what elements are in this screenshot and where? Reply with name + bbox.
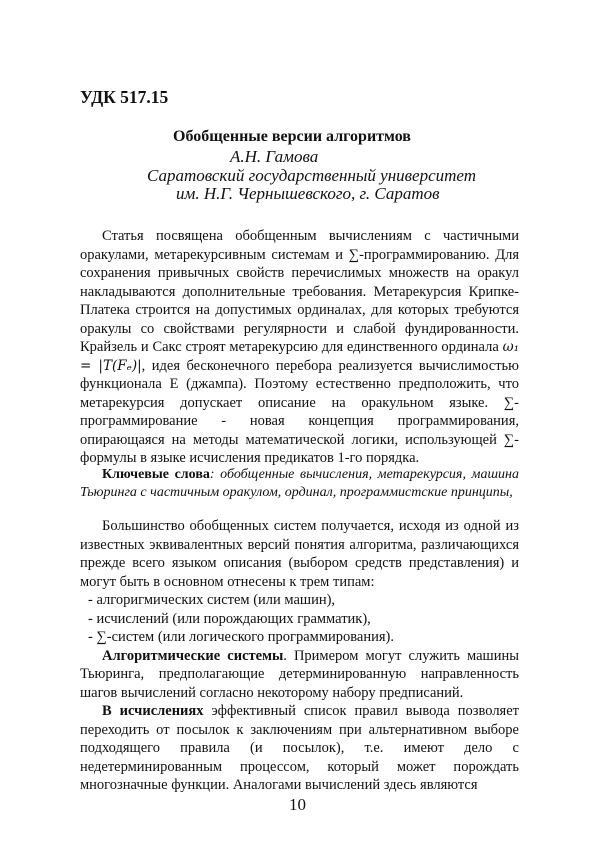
paragraph-3-label: В исчислениях <box>102 703 204 719</box>
affiliation-line-1: Саратовский государственный университет <box>147 166 476 186</box>
abstract <box>80 227 519 468</box>
algorithm-types-list <box>80 591 519 647</box>
paragraph-2-text: . Примером могут служить машины Тьюринга, предполагающие детерминированную направленность шагов вычислений согласно некоторому набору предписаний. <box>80 648 519 701</box>
body-paragraph-2 <box>80 647 519 703</box>
document-page <box>0 0 600 852</box>
author-name: А.Н. Гамова <box>230 147 318 167</box>
keywords-paragraph <box>80 466 519 502</box>
keywords-text: : обобщенные вычисления, метарекурсия, машина Тьюринга с частичным оракулом, ординал, программистские принципы, <box>80 467 519 500</box>
list-item: - ∑-систем (или логического программирования). <box>80 628 519 647</box>
paragraph-3-text: эффективный список правил вывода позволяет переходить от посылок к заключениям при альтернативном выборе подходящего правила (и посылок), т.е. имеют дело с недетерминированным процессом, который может порождать многозначные функции. Аналогами вычислений здесь являются <box>80 703 519 793</box>
list-item: - алгоригмических систем (или машин), <box>80 591 519 610</box>
udk-code: УДК 517.15 <box>80 87 168 108</box>
paragraph-2-label: Алгоритмические системы <box>102 648 283 664</box>
ordinal-formula: ω₁ = |T(Fₑ)| <box>80 339 519 374</box>
page-number: 10 <box>289 795 306 815</box>
abstract-part-1: Статья посвящена обобщенным вычислениям с частичными оракулами, метарекурсивным системам и ∑-программированию. Для сохранения привычных свойств перечислимых множеств на оракул накладываются дополнительные требования. Метарекурсия Крипке-Платека строится на допустимых ординалах, для которых требуются оракулы со свойствами регулярности и слабой фундированности. Крайзель и Сакс строят метарекурсию для единственного ординала <box>80 228 519 355</box>
keywords-label: Ключевые слова <box>102 467 210 482</box>
body-paragraph-3 <box>80 702 519 795</box>
body-paragraph-1: Большинство обобщенных систем получается, исходя из одной из известных эквивалентных версий понятия алгоритма, различающихся прежде всего языком описания (выбором средств представления) и могут быть в основном отнесены к трем типам: <box>80 517 519 591</box>
keywords <box>80 466 519 502</box>
list-item: - исчислений (или порождающих грамматик), <box>80 610 519 629</box>
abstract-paragraph <box>80 227 519 468</box>
abstract-part-2: , идея бесконечного перебора реализуется вычислимостью функционала E (джампа). Поэтому естественно предположить, что метарекурсия допускает описание на оракульном языке. ∑- программирование - новая концепция программирования, опирающаяся на методы математической логики, использующей ∑- формулы в языке исчисления предикатов 1-го порядка. <box>80 358 519 467</box>
affiliation-line-2: им. Н.Г. Чернышевского, г. Саратов <box>176 184 440 204</box>
paper-title: Обобщенные версии алгоритмов <box>173 128 411 146</box>
body-text <box>80 517 519 795</box>
